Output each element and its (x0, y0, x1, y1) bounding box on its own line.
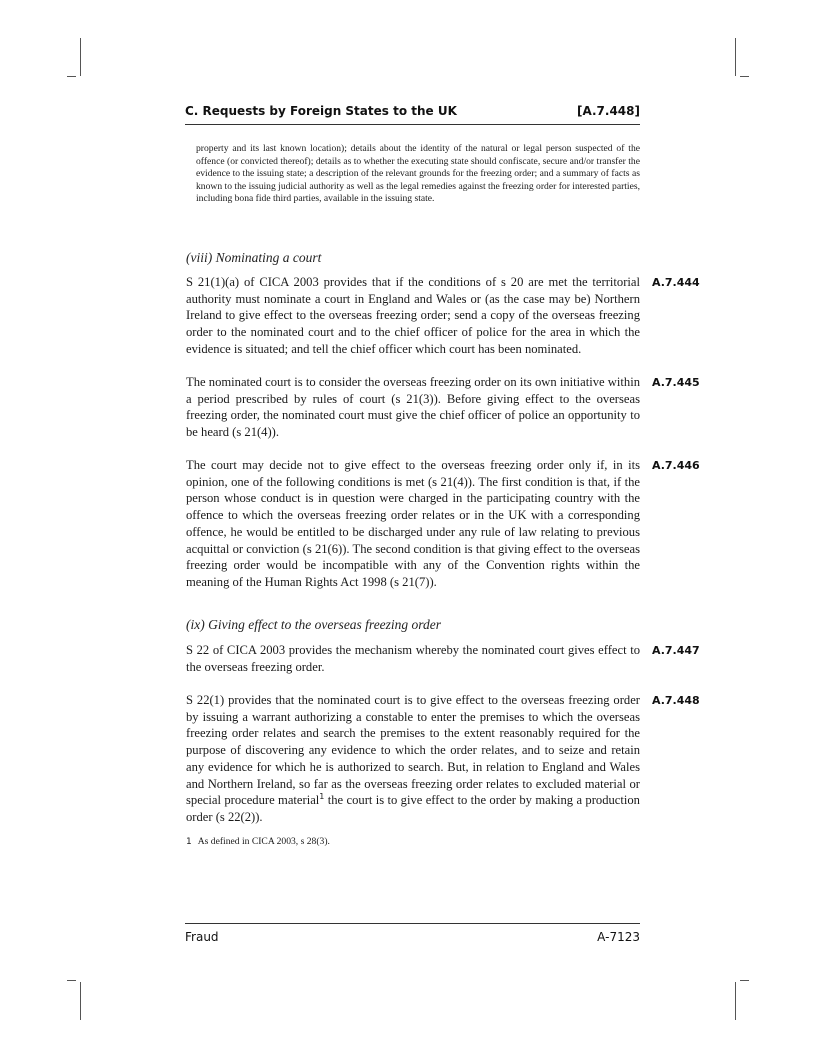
paragraph-number-a-7-447: A.7.447 (652, 644, 700, 657)
crop-mark-bottom-left-horizontal (67, 980, 76, 981)
running-header (185, 104, 640, 122)
paragraph-a-7-444: S 21(1)(a) of CICA 2003 provides that if the conditions of s 20 are met the territorial authority must nominate a court in England and Wales or (as the case may be) Northern Ireland to give effect to the overseas freezing order; send a copy of the overseas freezing order to the nominated court and to the chief officer of police for the area in which the evidence is situated; and tell the chief officer which court has been nominated. (186, 275, 640, 356)
section-heading-ix: (ix) Giving effect to the overseas freezing order (186, 617, 442, 632)
paragraph-number-a-7-445: A.7.445 (652, 376, 700, 389)
crop-mark-top-right-horizontal (740, 76, 749, 77)
paragraph-number-a-7-448: A.7.448 (652, 694, 700, 707)
header-rule (185, 124, 640, 125)
footnote (186, 836, 640, 848)
crop-mark-top-left-horizontal (67, 76, 76, 77)
crop-mark-bottom-left-vertical (80, 982, 81, 1020)
quoted-text-block: property and its last known location); details about the identity of the natural or legal person suspected of the offence (or convicted thereof); details as to whether the executing state should confiscate, secure and/or transfer the evidence to the issuing state; a description of the relevant grounds for the freezing order; and a summary of facts as known to the issuing judicial authority as well as the legal remedies against the freezing order for interested parties, including bona fide third parties, available in the issuing state. (196, 143, 640, 205)
header-paragraph-ref: [A.7.448] (577, 104, 640, 118)
footer-book-title: Fraud (185, 930, 219, 944)
crop-mark-bottom-right-vertical (735, 982, 736, 1020)
crop-mark-bottom-right-horizontal (740, 980, 749, 981)
paragraph-number-a-7-446: A.7.446 (652, 459, 700, 472)
paragraph-a-7-448-text-part-1: S 22(1) provides that the nominated court is to give effect to the overseas freezing order by issuing a warrant authorizing a constable to enter the premises to which the overseas freezing order relates and search the premises to the extent reasonably required for the purpose of discovering any evidence to which the order relates, and to seize and retain any evidence for which he is authorized to search. But, in relation to England and Wales and Northern Ireland, so far as the overseas freezing order relates to excluded material or special procedure material (186, 693, 640, 808)
paragraph-a-7-447: S 22 of CICA 2003 provides the mechanism whereby the nominated court gives effect to the overseas freezing order. (186, 643, 640, 674)
footer-rule (185, 923, 640, 924)
running-footer (185, 930, 640, 948)
paragraph-a-7-445: The nominated court is to consider the overseas freezing order on its own initiative within a period prescribed by rules of court (s 21(3)). Before giving effect to the overseas freezing order, the nominated court must give the chief officer of police an opportunity to be heard (s 21(4)). (186, 375, 640, 440)
crop-mark-top-right-vertical (735, 38, 736, 76)
paragraph-a-7-448 (186, 692, 640, 826)
footnote-mark: 1 (186, 837, 192, 847)
footnote-text: As defined in CICA 2003, s 28(3). (197, 836, 330, 847)
paragraph-a-7-448-text-part-2: the court is to give effect to the order by making a production order (s 22(2)). (186, 793, 640, 824)
page-number: A-7123 (597, 930, 640, 944)
paragraph-a-7-446: The court may decide not to give effect to the overseas freezing order only if, in its opinion, one of the following conditions is met (s 21(4)). The first condition is that, if the person whose conduct is in question were charged in the participating country with the offence to which the overseas freezing order relates or in the UK with a corresponding offence, he would be entitled to be discharged under any rule of law relating to previous acquittal or conviction (s 21(6)). The second condition is that giving effect to the overseas freezing order would be incompatible with any of the Convention rights within the meaning of the Human Rights Act 1998 (s 21(7)). (186, 458, 640, 589)
header-title: C. Requests by Foreign States to the UK (185, 104, 457, 118)
section-heading-viii: (viii) Nominating a court (186, 250, 322, 265)
footnote-reference: 1 (319, 792, 325, 802)
crop-mark-top-left-vertical (80, 38, 81, 76)
paragraph-number-a-7-444: A.7.444 (652, 276, 700, 289)
